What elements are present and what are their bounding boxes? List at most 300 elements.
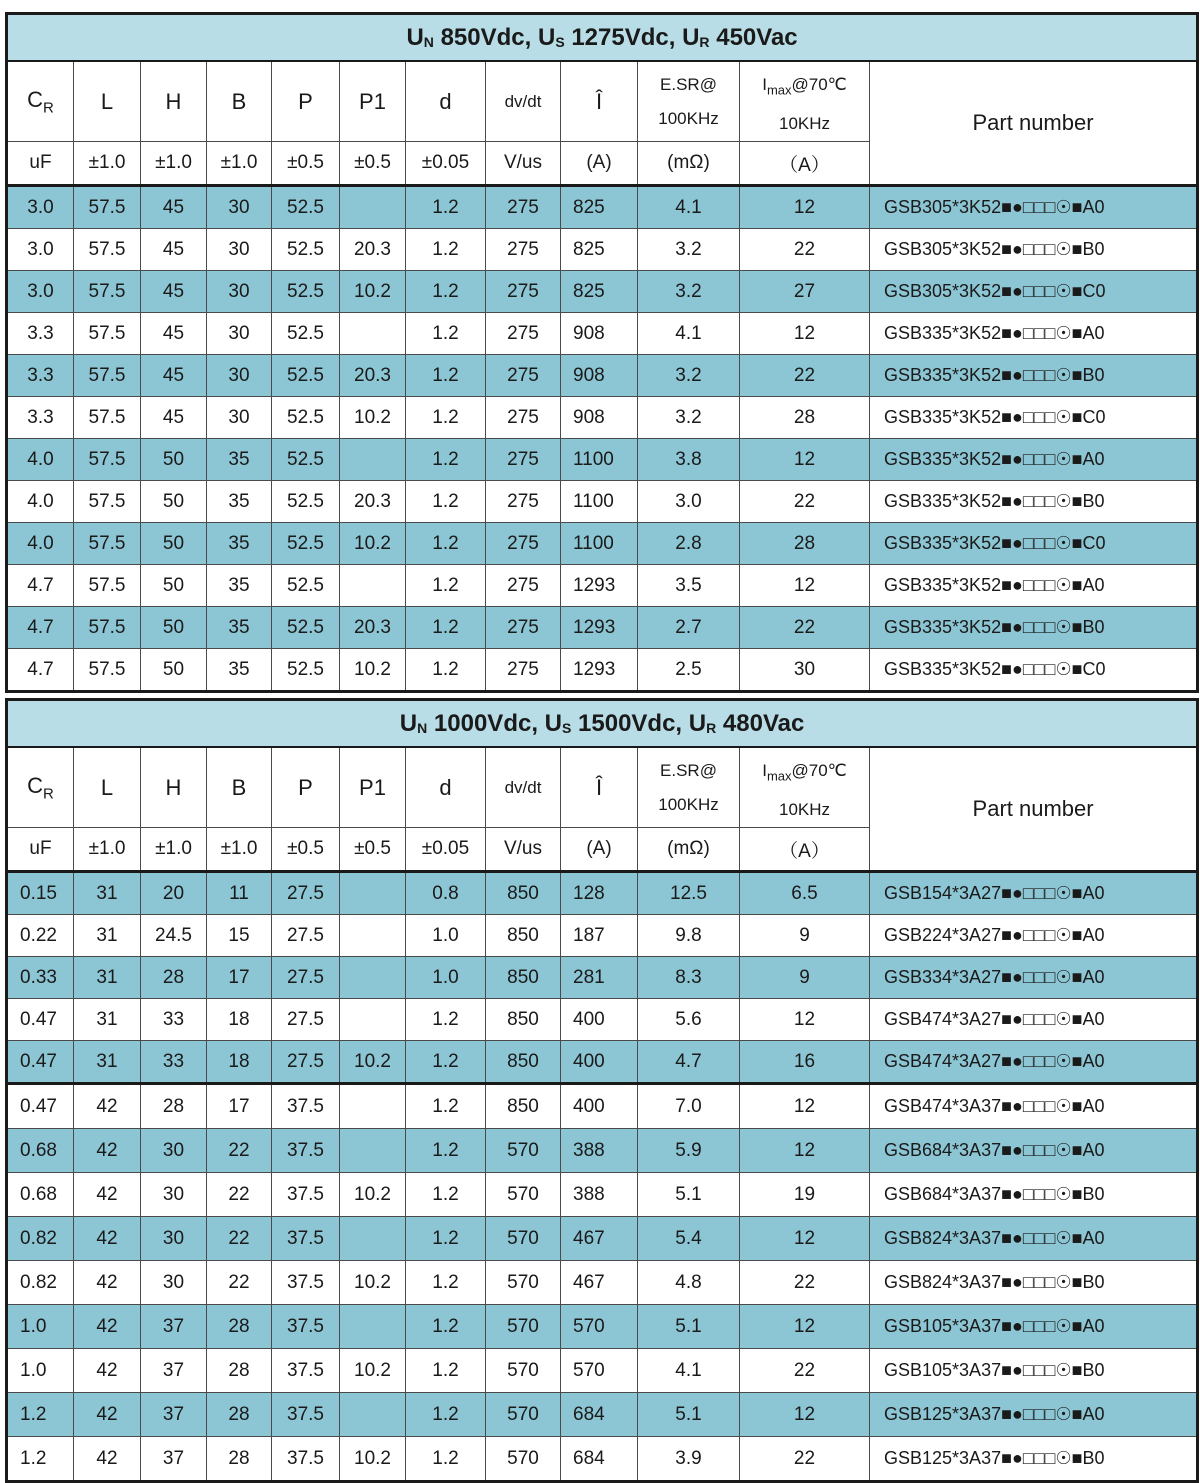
imax-cell: 12	[740, 999, 870, 1041]
breadth-cell: 18	[207, 999, 272, 1041]
unit-cell: ±0.5	[340, 828, 406, 872]
breadth-cell: 15	[207, 915, 272, 957]
esr-cell: 3.2	[638, 355, 740, 397]
peak-current-cell: 570	[561, 1349, 638, 1393]
esr-cell: 4.1	[638, 313, 740, 355]
esr-cell: 5.1	[638, 1173, 740, 1217]
pitch1-cell	[340, 1305, 406, 1349]
header-length: L	[74, 747, 141, 828]
imax-cell: 12	[740, 1084, 870, 1129]
breadth-cell: 35	[207, 439, 272, 481]
dvdt-cell: 275	[486, 186, 561, 229]
header-dvdt: dv/dt	[486, 61, 561, 142]
header-peak-current: Î	[561, 61, 638, 142]
diameter-cell: 1.2	[406, 1437, 486, 1482]
table-row	[7, 999, 1198, 1041]
header-esr: E.SR@ 100KHz	[638, 747, 740, 828]
height-cell: 50	[141, 481, 207, 523]
breadth-cell: 28	[207, 1305, 272, 1349]
diameter-cell: 1.2	[406, 649, 486, 692]
pitch-cell: 37.5	[272, 1261, 340, 1305]
table-row	[7, 397, 1198, 439]
pitch-cell: 52.5	[272, 355, 340, 397]
diameter-cell: 1.2	[406, 1084, 486, 1129]
breadth-cell: 35	[207, 607, 272, 649]
pitch1-cell: 10.2	[340, 1173, 406, 1217]
pitch-cell: 27.5	[272, 999, 340, 1041]
breadth-cell: 22	[207, 1261, 272, 1305]
table-row	[7, 1129, 1198, 1173]
part-number-cell: GSB474*3A37■●□□□☉■A0	[870, 1084, 1198, 1129]
diameter-cell: 1.2	[406, 1349, 486, 1393]
diameter-cell: 1.2	[406, 1261, 486, 1305]
unit-cell: ±0.05	[406, 828, 486, 872]
height-cell: 50	[141, 565, 207, 607]
peak-current-cell: 825	[561, 186, 638, 229]
diameter-cell: 1.2	[406, 1041, 486, 1084]
height-cell: 45	[141, 186, 207, 229]
unit-cell: ±0.5	[272, 142, 340, 186]
part-number-cell: GSB125*3A37■●□□□☉■A0	[870, 1393, 1198, 1437]
unit-cell: (A)	[561, 142, 638, 186]
diameter-cell: 1.2	[406, 1173, 486, 1217]
header-breadth: B	[207, 61, 272, 142]
height-cell: 33	[141, 1041, 207, 1084]
table-row	[7, 607, 1198, 649]
pitch-cell: 52.5	[272, 523, 340, 565]
diameter-cell: 1.2	[406, 999, 486, 1041]
unit-cell: ±1.0	[207, 142, 272, 186]
part-number-cell: GSB335*3K52■●□□□☉■A0	[870, 313, 1198, 355]
dvdt-cell: 275	[486, 229, 561, 271]
diameter-cell: 1.2	[406, 313, 486, 355]
table-row	[7, 872, 1198, 915]
length-cell: 42	[74, 1084, 141, 1129]
table-row	[7, 1084, 1198, 1129]
pitch1-cell	[340, 186, 406, 229]
cap-cell: 0.15	[7, 872, 74, 915]
pitch1-cell	[340, 313, 406, 355]
peak-current-cell: 1293	[561, 565, 638, 607]
breadth-cell: 22	[207, 1129, 272, 1173]
dvdt-cell: 275	[486, 313, 561, 355]
unit-cell: （A）	[740, 828, 870, 872]
height-cell: 50	[141, 523, 207, 565]
cap-cell: 4.7	[7, 607, 74, 649]
height-cell: 45	[141, 355, 207, 397]
breadth-cell: 28	[207, 1437, 272, 1482]
length-cell: 57.5	[74, 607, 141, 649]
length-cell: 31	[74, 915, 141, 957]
length-cell: 42	[74, 1349, 141, 1393]
cap-cell: 4.7	[7, 649, 74, 692]
imax-cell: 6.5	[740, 872, 870, 915]
peak-current-cell: 570	[561, 1305, 638, 1349]
pitch-cell: 52.5	[272, 397, 340, 439]
dvdt-cell: 570	[486, 1217, 561, 1261]
height-cell: 37	[141, 1349, 207, 1393]
header-pitch: P	[272, 61, 340, 142]
part-number-cell: GSB335*3K52■●□□□☉■B0	[870, 481, 1198, 523]
imax-cell: 22	[740, 1261, 870, 1305]
header-lead-diameter: d	[406, 747, 486, 828]
breadth-cell: 18	[207, 1041, 272, 1084]
pitch1-cell: 10.2	[340, 1041, 406, 1084]
peak-current-cell: 281	[561, 957, 638, 999]
pitch1-cell: 10.2	[340, 1437, 406, 1482]
length-cell: 57.5	[74, 439, 141, 481]
breadth-cell: 17	[207, 1084, 272, 1129]
esr-cell: 9.8	[638, 915, 740, 957]
peak-current-cell: 388	[561, 1173, 638, 1217]
unit-cell: （A）	[740, 142, 870, 186]
length-cell: 57.5	[74, 186, 141, 229]
peak-current-cell: 908	[561, 397, 638, 439]
dvdt-cell: 570	[486, 1393, 561, 1437]
unit-cell: uF	[7, 142, 74, 186]
height-cell: 33	[141, 999, 207, 1041]
diameter-cell: 1.2	[406, 1305, 486, 1349]
height-cell: 50	[141, 607, 207, 649]
peak-current-cell: 1100	[561, 481, 638, 523]
height-cell: 30	[141, 1173, 207, 1217]
esr-cell: 3.8	[638, 439, 740, 481]
imax-cell: 19	[740, 1173, 870, 1217]
peak-current-cell: 467	[561, 1261, 638, 1305]
pitch1-cell	[340, 1217, 406, 1261]
imax-cell: 16	[740, 1041, 870, 1084]
header-breadth: B	[207, 747, 272, 828]
length-cell: 57.5	[74, 355, 141, 397]
esr-cell: 5.4	[638, 1217, 740, 1261]
pitch-cell: 27.5	[272, 957, 340, 999]
cap-cell: 4.0	[7, 481, 74, 523]
breadth-cell: 28	[207, 1393, 272, 1437]
height-cell: 20	[141, 872, 207, 915]
breadth-cell: 30	[207, 271, 272, 313]
diameter-cell: 1.2	[406, 607, 486, 649]
pitch1-cell: 10.2	[340, 271, 406, 313]
table-row	[7, 1041, 1198, 1084]
length-cell: 57.5	[74, 523, 141, 565]
header-length: L	[74, 61, 141, 142]
unit-cell: (A)	[561, 828, 638, 872]
dvdt-cell: 850	[486, 872, 561, 915]
table-row	[7, 1217, 1198, 1261]
diameter-cell: 1.2	[406, 523, 486, 565]
cap-cell: 4.0	[7, 439, 74, 481]
dvdt-cell: 570	[486, 1305, 561, 1349]
unit-cell: uF	[7, 828, 74, 872]
part-number-cell: GSB305*3K52■●□□□☉■B0	[870, 229, 1198, 271]
height-cell: 37	[141, 1437, 207, 1482]
part-number-cell: GSB335*3K52■●□□□☉■C0	[870, 649, 1198, 692]
breadth-cell: 17	[207, 957, 272, 999]
esr-cell: 2.7	[638, 607, 740, 649]
pitch1-cell: 20.3	[340, 229, 406, 271]
length-cell: 42	[74, 1217, 141, 1261]
pitch1-cell	[340, 565, 406, 607]
unit-cell: ±0.5	[272, 828, 340, 872]
pitch1-cell: 10.2	[340, 1261, 406, 1305]
header-peak-current: Î	[561, 747, 638, 828]
table-row	[7, 1349, 1198, 1393]
length-cell: 31	[74, 872, 141, 915]
length-cell: 31	[74, 999, 141, 1041]
height-cell: 30	[141, 1129, 207, 1173]
unit-cell: ±1.0	[141, 142, 207, 186]
breadth-cell: 30	[207, 397, 272, 439]
part-number-cell: GSB474*3A27■●□□□☉■A0	[870, 1041, 1198, 1084]
esr-cell: 4.8	[638, 1261, 740, 1305]
dvdt-cell: 275	[486, 271, 561, 313]
imax-cell: 22	[740, 1349, 870, 1393]
spec-table-1000vdc	[5, 698, 1199, 1483]
height-cell: 50	[141, 439, 207, 481]
length-cell: 57.5	[74, 397, 141, 439]
part-number-cell: GSB824*3A37■●□□□☉■B0	[870, 1261, 1198, 1305]
pitch-cell: 52.5	[272, 649, 340, 692]
part-number-cell: GSB824*3A37■●□□□☉■A0	[870, 1217, 1198, 1261]
cap-cell: 0.47	[7, 999, 74, 1041]
table-body	[7, 872, 1198, 1482]
esr-cell: 4.1	[638, 1349, 740, 1393]
part-number-cell: GSB154*3A27■●□□□☉■A0	[870, 872, 1198, 915]
pitch1-cell	[340, 957, 406, 999]
imax-cell: 22	[740, 1437, 870, 1482]
table-row	[7, 565, 1198, 607]
cap-cell: 1.2	[7, 1393, 74, 1437]
diameter-cell: 0.8	[406, 872, 486, 915]
header-capacitance: $C_R$	[7, 61, 74, 142]
length-cell: 57.5	[74, 481, 141, 523]
dvdt-cell: 570	[486, 1129, 561, 1173]
peak-current-cell: 187	[561, 915, 638, 957]
dvdt-cell: 570	[486, 1261, 561, 1305]
part-number-cell: GSB305*3K52■●□□□☉■A0	[870, 186, 1198, 229]
unit-cell: ±0.5	[340, 142, 406, 186]
header-part-number: Part number	[870, 61, 1198, 186]
table-row	[7, 271, 1198, 313]
part-number-cell: GSB474*3A27■●□□□☉■A0	[870, 999, 1198, 1041]
cap-cell: 4.7	[7, 565, 74, 607]
spec-table-850vdc	[5, 12, 1199, 693]
unit-cell: ±1.0	[74, 142, 141, 186]
imax-cell: 28	[740, 523, 870, 565]
length-cell: 57.5	[74, 565, 141, 607]
pitch-cell: 37.5	[272, 1173, 340, 1217]
imax-cell: 12	[740, 1129, 870, 1173]
header-part-number: Part number	[870, 747, 1198, 872]
part-number-cell: GSB684*3A37■●□□□☉■B0	[870, 1173, 1198, 1217]
dvdt-cell: 570	[486, 1437, 561, 1482]
part-number-cell: GSB335*3K52■●□□□☉■B0	[870, 607, 1198, 649]
dvdt-cell: 850	[486, 1084, 561, 1129]
esr-cell: 2.8	[638, 523, 740, 565]
pitch-cell: 27.5	[272, 915, 340, 957]
diameter-cell: 1.0	[406, 957, 486, 999]
diameter-cell: 1.0	[406, 915, 486, 957]
pitch1-cell	[340, 999, 406, 1041]
dvdt-cell: 275	[486, 355, 561, 397]
pitch1-cell: 10.2	[340, 523, 406, 565]
height-cell: 50	[141, 649, 207, 692]
imax-cell: 22	[740, 229, 870, 271]
breadth-cell: 35	[207, 523, 272, 565]
dvdt-cell: 570	[486, 1349, 561, 1393]
breadth-cell: 35	[207, 565, 272, 607]
table-title: $U_N$ 1000Vdc, $U_S$ 1500Vdc, $U_R$ 480Vac	[7, 700, 1198, 748]
esr-cell: 8.3	[638, 957, 740, 999]
part-number-cell: GSB335*3K52■●□□□☉■A0	[870, 439, 1198, 481]
height-cell: 30	[141, 1261, 207, 1305]
unit-cell: V/us	[486, 142, 561, 186]
esr-cell: 12.5	[638, 872, 740, 915]
table-body	[7, 186, 1198, 692]
height-cell: 45	[141, 313, 207, 355]
imax-cell: 22	[740, 355, 870, 397]
dvdt-cell: 275	[486, 607, 561, 649]
table-row	[7, 229, 1198, 271]
cap-cell: 1.0	[7, 1305, 74, 1349]
length-cell: 42	[74, 1261, 141, 1305]
part-number-cell: GSB335*3K52■●□□□☉■A0	[870, 565, 1198, 607]
peak-current-cell: 388	[561, 1129, 638, 1173]
peak-current-cell: 128	[561, 872, 638, 915]
length-cell: 42	[74, 1129, 141, 1173]
height-cell: 45	[141, 271, 207, 313]
part-number-cell: GSB684*3A37■●□□□☉■A0	[870, 1129, 1198, 1173]
imax-cell: 27	[740, 271, 870, 313]
breadth-cell: 30	[207, 186, 272, 229]
dvdt-cell: 275	[486, 565, 561, 607]
pitch-cell: 52.5	[272, 229, 340, 271]
peak-current-cell: 1293	[561, 607, 638, 649]
breadth-cell: 22	[207, 1217, 272, 1261]
dvdt-cell: 275	[486, 481, 561, 523]
esr-cell: 4.1	[638, 186, 740, 229]
dvdt-cell: 850	[486, 1041, 561, 1084]
diameter-cell: 1.2	[406, 186, 486, 229]
imax-cell: 12	[740, 186, 870, 229]
esr-cell: 5.1	[638, 1393, 740, 1437]
cap-cell: 1.2	[7, 1437, 74, 1482]
pitch1-cell: 20.3	[340, 481, 406, 523]
header-capacitance: $C_R$	[7, 747, 74, 828]
peak-current-cell: 400	[561, 1041, 638, 1084]
peak-current-cell: 908	[561, 355, 638, 397]
peak-current-cell: 825	[561, 229, 638, 271]
pitch-cell: 52.5	[272, 186, 340, 229]
table-row	[7, 957, 1198, 999]
breadth-cell: 30	[207, 355, 272, 397]
cap-cell: 3.3	[7, 397, 74, 439]
imax-cell: 12	[740, 1217, 870, 1261]
part-number-cell: GSB335*3K52■●□□□☉■B0	[870, 355, 1198, 397]
pitch-cell: 52.5	[272, 565, 340, 607]
table-row	[7, 1173, 1198, 1217]
unit-cell: ±1.0	[74, 828, 141, 872]
diameter-cell: 1.2	[406, 481, 486, 523]
pitch1-cell	[340, 1393, 406, 1437]
peak-current-cell: 467	[561, 1217, 638, 1261]
dvdt-cell: 850	[486, 999, 561, 1041]
breadth-cell: 28	[207, 1349, 272, 1393]
header-esr: E.SR@ 100KHz	[638, 61, 740, 142]
height-cell: 45	[141, 397, 207, 439]
peak-current-cell: 400	[561, 999, 638, 1041]
length-cell: 57.5	[74, 229, 141, 271]
esr-cell: 5.9	[638, 1129, 740, 1173]
part-number-cell: GSB334*3A27■●□□□☉■A0	[870, 957, 1198, 999]
pitch1-cell	[340, 872, 406, 915]
esr-cell: 3.2	[638, 397, 740, 439]
peak-current-cell: 1293	[561, 649, 638, 692]
cap-cell: 3.0	[7, 186, 74, 229]
pitch1-cell	[340, 915, 406, 957]
header-pitch: P	[272, 747, 340, 828]
diameter-cell: 1.2	[406, 1217, 486, 1261]
diameter-cell: 1.2	[406, 355, 486, 397]
imax-cell: 12	[740, 565, 870, 607]
pitch-cell: 27.5	[272, 872, 340, 915]
breadth-cell: 35	[207, 649, 272, 692]
length-cell: 57.5	[74, 313, 141, 355]
imax-cell: 30	[740, 649, 870, 692]
esr-cell: 2.5	[638, 649, 740, 692]
breadth-cell: 35	[207, 481, 272, 523]
cap-cell: 3.0	[7, 271, 74, 313]
table-row	[7, 915, 1198, 957]
unit-cell: (mΩ)	[638, 828, 740, 872]
height-cell: 24.5	[141, 915, 207, 957]
breadth-cell: 30	[207, 229, 272, 271]
pitch1-cell	[340, 439, 406, 481]
diameter-cell: 1.2	[406, 229, 486, 271]
cap-cell: 3.0	[7, 229, 74, 271]
pitch1-cell: 20.3	[340, 607, 406, 649]
peak-current-cell: 825	[561, 271, 638, 313]
table-row	[7, 1393, 1198, 1437]
diameter-cell: 1.2	[406, 1129, 486, 1173]
esr-cell: 3.2	[638, 229, 740, 271]
table-row	[7, 649, 1198, 692]
length-cell: 42	[74, 1393, 141, 1437]
table-row	[7, 313, 1198, 355]
table-row	[7, 186, 1198, 229]
table-row	[7, 1305, 1198, 1349]
cap-cell: 0.82	[7, 1261, 74, 1305]
height-cell: 37	[141, 1305, 207, 1349]
breadth-cell: 22	[207, 1173, 272, 1217]
part-number-cell: GSB335*3K52■●□□□☉■C0	[870, 397, 1198, 439]
pitch-cell: 52.5	[272, 271, 340, 313]
peak-current-cell: 1100	[561, 439, 638, 481]
esr-cell: 3.2	[638, 271, 740, 313]
table-row	[7, 481, 1198, 523]
dvdt-cell: 275	[486, 649, 561, 692]
cap-cell: 3.3	[7, 355, 74, 397]
height-cell: 30	[141, 1217, 207, 1261]
pitch-cell: 37.5	[272, 1305, 340, 1349]
pitch-cell: 37.5	[272, 1437, 340, 1482]
pitch-cell: 37.5	[272, 1349, 340, 1393]
height-cell: 28	[141, 957, 207, 999]
unit-cell: (mΩ)	[638, 142, 740, 186]
imax-cell: 12	[740, 439, 870, 481]
pitch1-cell	[340, 1129, 406, 1173]
height-cell: 37	[141, 1393, 207, 1437]
